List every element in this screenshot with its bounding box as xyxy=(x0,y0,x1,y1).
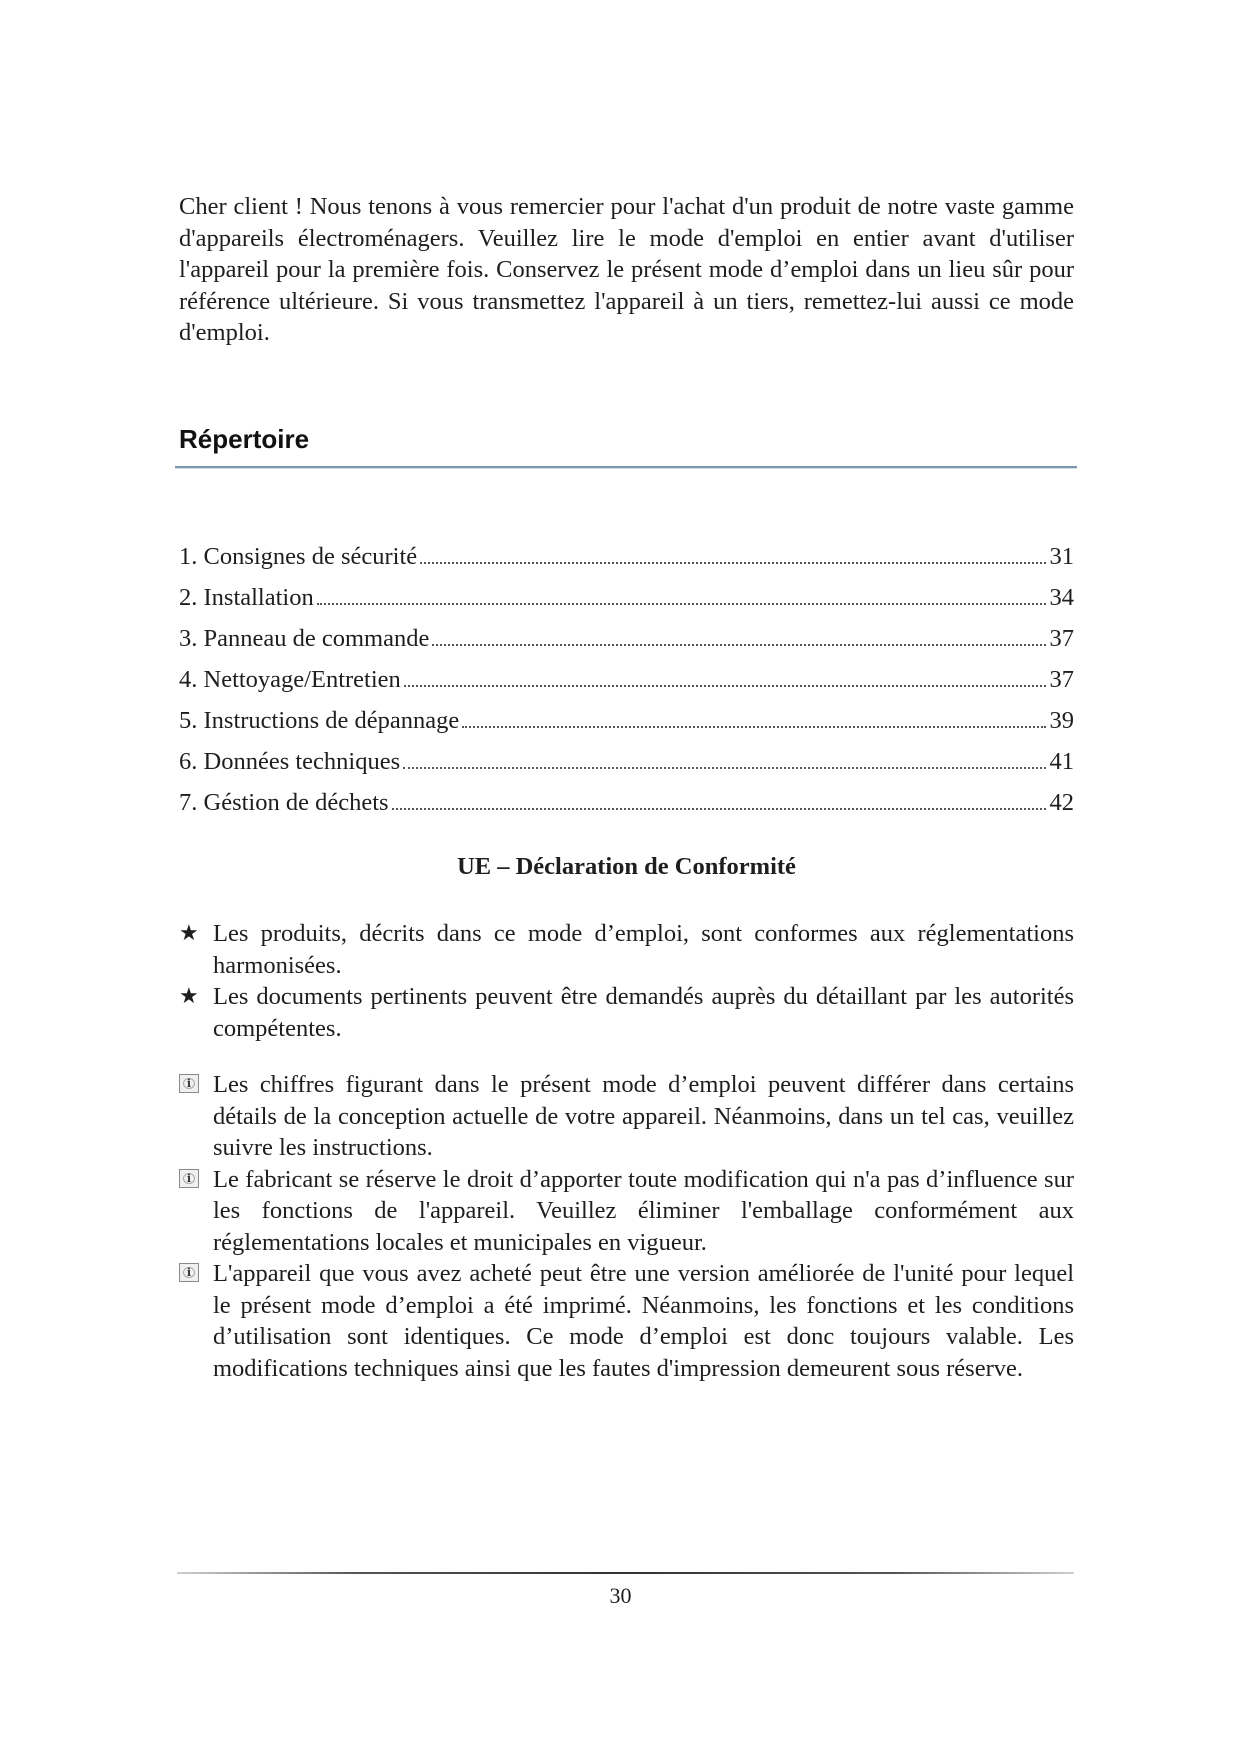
toc-entry[interactable] xyxy=(179,577,1074,618)
conformity-list xyxy=(179,918,1074,1044)
toc-entry-label: 6. Données techniques xyxy=(179,748,401,775)
info-note-text: Les chiffres figurant dans le présent mode d’emploi peuvent différer dans certains détails de la conception actuelle de votre appareil. Néanmoins, dans un tel cas, veuillez suivre les instructions. xyxy=(213,1071,1074,1161)
toc-heading-rule-shadow xyxy=(175,468,1077,469)
toc-entry-page: 31 xyxy=(1049,543,1074,570)
info-icon-glyph: i xyxy=(186,1266,192,1279)
toc-entry[interactable] xyxy=(179,700,1074,741)
toc-entry-label: 2. Installation xyxy=(179,584,314,611)
table-of-contents xyxy=(179,536,1074,823)
info-note xyxy=(179,1164,1074,1259)
toc-leader-dots xyxy=(432,643,1045,646)
conformity-item xyxy=(179,918,1074,981)
info-notes-list xyxy=(179,1069,1074,1384)
toc-entry[interactable] xyxy=(179,741,1074,782)
toc-entry-page: 41 xyxy=(1049,748,1074,775)
toc-entry-label: 5. Instructions de dépannage xyxy=(179,707,460,734)
info-note-text: Le fabricant se réserve le droit d’apporter toute modification qui n'a pas d’influence sur les fonctions de l'appareil. Veuillez éliminer l'emballage conformément aux réglementations locales et municipales en vigueur. xyxy=(213,1165,1074,1256)
info-icon xyxy=(179,1263,199,1282)
intro-paragraph: Cher client ! Nous tenons à vous remercier pour l'achat d'un produit de notre vaste gamme d'appareils électroménagers. Veuillez lire le mode d'emploi en entier avant d'utiliser l'appareil pour la première fois. Conservez le présent mode d’emploi dans un lieu sûr pour référence ultérieure. Si vous transmettez l'appareil à un tiers, remettez-lui aussi ce mode d'emploi. xyxy=(179,193,1074,346)
conformity-item xyxy=(179,981,1074,1044)
toc-entry-page: 34 xyxy=(1049,584,1074,611)
toc-entry-page: 37 xyxy=(1049,666,1074,693)
info-icon-glyph: i xyxy=(186,1171,192,1185)
toc-leader-dots xyxy=(317,602,1046,605)
info-icon-glyph: i xyxy=(186,1077,192,1090)
conformity-item-text: Les documents pertinents peuvent être demandés auprès du détaillant par les autorités compétentes. xyxy=(213,983,1074,1042)
star-bullet-icon: ★ xyxy=(179,921,199,946)
toc-entry[interactable] xyxy=(179,536,1074,577)
declaration-title: UE – Déclaration de Conformité xyxy=(457,853,796,880)
toc-entry-label: 7. Géstion de déchets xyxy=(179,789,389,816)
info-note xyxy=(179,1069,1074,1164)
toc-leader-dots xyxy=(462,725,1045,728)
info-icon xyxy=(179,1074,199,1093)
info-note xyxy=(179,1258,1074,1384)
toc-leader-dots xyxy=(420,561,1045,564)
toc-leader-dots xyxy=(392,807,1046,810)
star-bullet-icon: ★ xyxy=(179,984,199,1009)
page-number: 30 xyxy=(609,1583,632,1608)
toc-entry[interactable] xyxy=(179,618,1074,659)
info-note-text: L'appareil que vous avez acheté peut être une version améliorée de l'unité pour lequel le présent mode d’emploi a été imprimé. Néanmoins, les fonctions et les conditions d’utilisation sont identiques. Ce mode d’emploi est donc toujours valable. Les modifications techniques ainsi que les fautes d'impression demeurent sous réserve. xyxy=(213,1260,1074,1382)
toc-leader-dots xyxy=(403,766,1045,769)
toc-entry[interactable] xyxy=(179,782,1074,823)
toc-entry-label: 4. Nettoyage/Entretien xyxy=(179,666,401,693)
toc-entry-page: 39 xyxy=(1049,707,1074,734)
toc-leader-dots xyxy=(404,684,1046,687)
toc-heading: Répertoire xyxy=(179,424,310,454)
conformity-item-text: Les produits, décrits dans ce mode d’emploi, sont conformes aux réglementations harmonisées. xyxy=(213,920,1074,979)
toc-entry-label: 3. Panneau de commande xyxy=(179,625,430,652)
info-icon xyxy=(179,1169,199,1188)
toc-entry[interactable] xyxy=(179,659,1074,700)
toc-entry-page: 42 xyxy=(1049,789,1074,816)
footer-rule xyxy=(177,1572,1074,1574)
toc-entry-page: 37 xyxy=(1049,625,1074,652)
toc-entry-label: 1. Consignes de sécurité xyxy=(179,543,418,570)
